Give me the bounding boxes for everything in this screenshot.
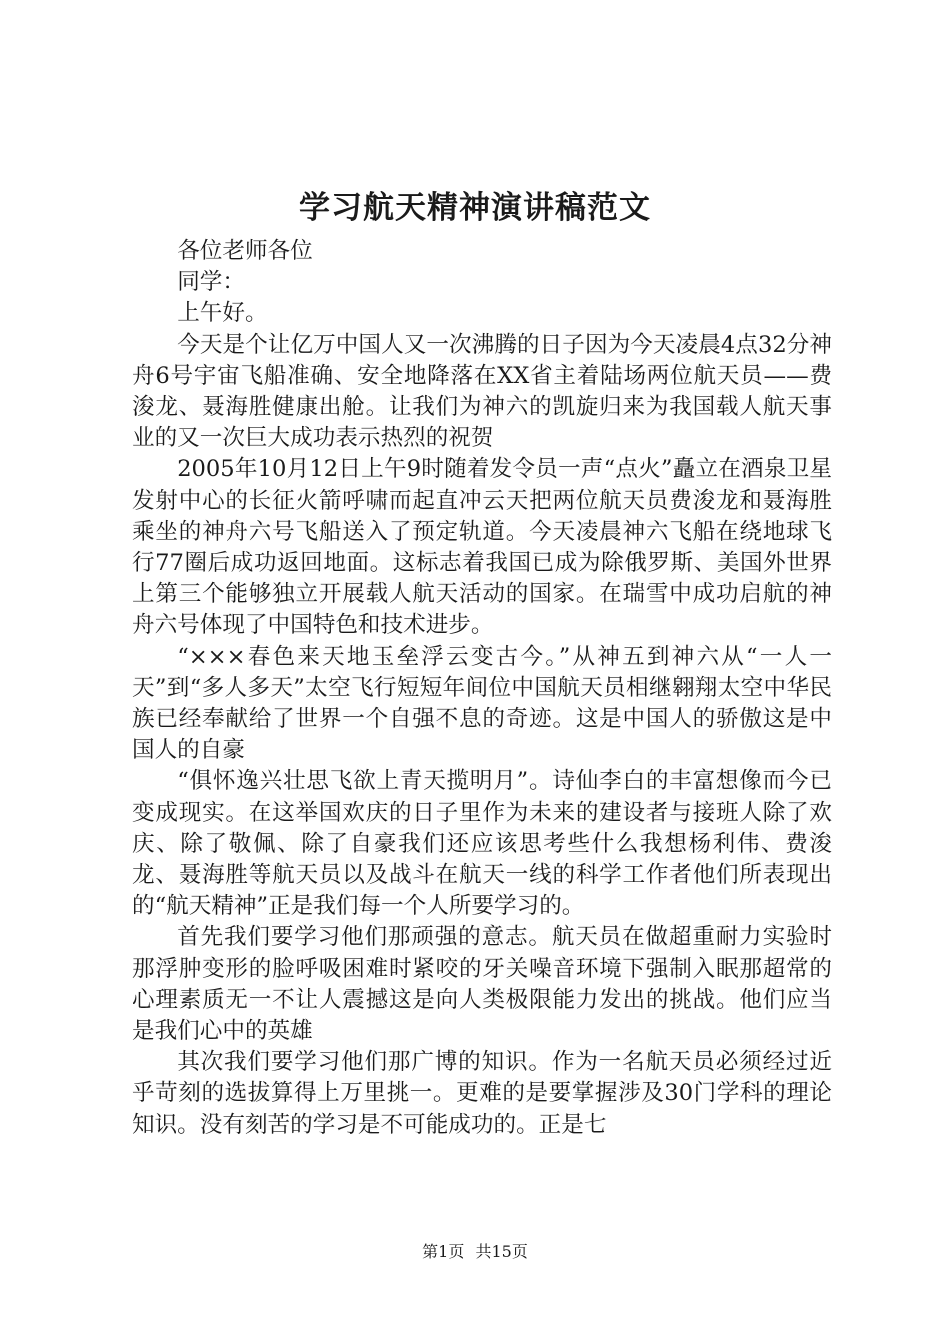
page-number: 第1页: [422, 1242, 465, 1261]
paragraph: “俱怀逸兴壮思飞欲上青天揽明月”。诗仙李白的丰富想像而今已变成现实。在这举国欢庆的日子里作为未来的建设者与接班人除了欢庆、除了敬佩、除了自豪我们还应该思考些什么我想杨利伟、费浚龙、聂海胜等航天员以及战斗在航天一线的科学工作者他们所表现出的“航天精神”正是我们每一个人所要学习的。: [132, 768, 832, 920]
paragraph: 首先我们要学习他们那顽强的意志。航天员在做超重耐力实验时那浮肿变形的脸呼吸困难时紧咬的牙关噪音环境下强制入眠那超常的心理素质无一不让人震撼这是向人类极限能力发出的挑战。他们应当是我们心中的英雄: [132, 924, 832, 1045]
salutation-line: 各位老师各位: [177, 238, 313, 264]
paragraph: 其次我们要学习他们那广博的知识。作为一名航天员必须经过近乎苛刻的选拔算得上万里挑一。更难的是要掌握涉及30门学科的理论知识。没有刻苦的学习是不可能成功的。正是七: [132, 1049, 832, 1138]
greeting-line: 上午好。: [177, 300, 268, 327]
paragraph: “×××春色来天地玉垒浮云变古今。”从神五到神六从“一人一天”到“多人多天”太空飞行短短年间位中国航天员相继翱翔太空中华民族已经奉献给了世界一个自强不息的奇迹。这是中国人的骄傲这是中国人的自豪: [132, 643, 832, 764]
page-footer: [0, 1240, 950, 1264]
document-title: 学习航天精神演讲稿范文: [299, 190, 651, 226]
paragraph: 今天是个让亿万中国人又一次沸腾的日子因为今天凌晨4点32分神舟6号宇宙飞船准确、安全地降落在XX省主着陆场两位航天员——费浚龙、聂海胜健康出舱。让我们为神六的凯旋归来为我国载人航天事业的又一次巨大成功表示热烈的祝贺: [132, 331, 832, 452]
paragraph: 2005年10月12日上午9时随着发令员一声“点火”矗立在酒泉卫星发射中心的长征火箭呼啸而起直冲云天把两位航天员费浚龙和聂海胜乘坐的神舟六号飞船送入了预定轨道。今天凌晨神六飞船在绕地球飞行77圈后成功返回地面。这标志着我国已成为除俄罗斯、美国外世界上第三个能够独立开展载人航天活动的国家。在瑞雪中成功启航的神舟六号体现了中国特色和技术进步。: [132, 456, 832, 639]
salutation-line: 同学：: [177, 269, 245, 296]
page-total: 共15页: [475, 1242, 528, 1261]
document-body: [132, 236, 832, 1141]
